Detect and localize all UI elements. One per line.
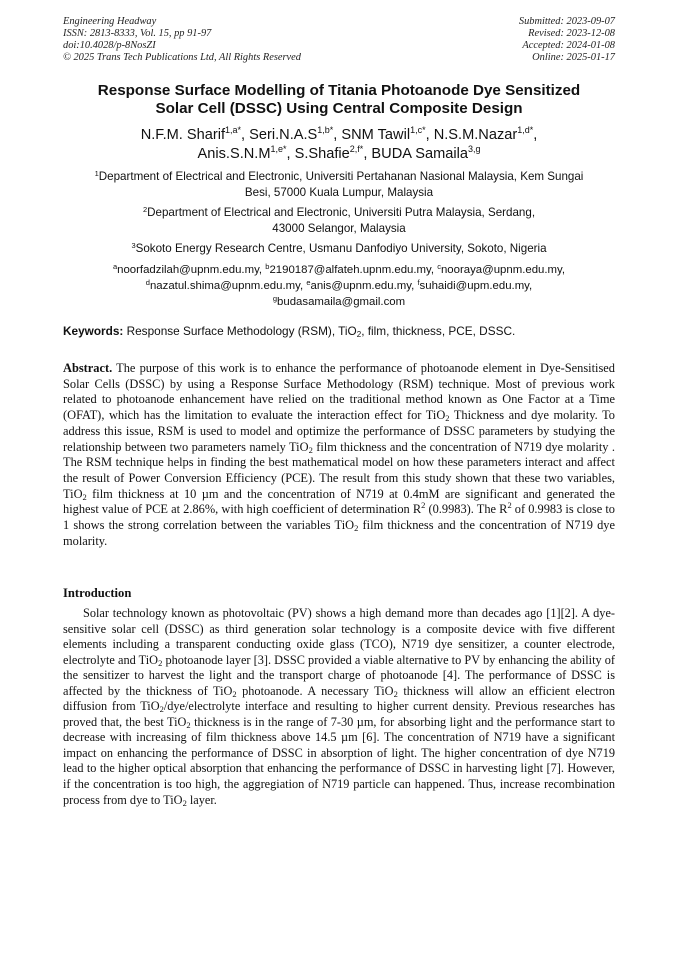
section-heading-introduction: Introduction <box>63 586 132 600</box>
email: $^e$anis@upnm.edu.my, <box>306 278 418 292</box>
journal-doi: doi:10.4028/p-8NosZI <box>63 40 156 51</box>
author: N.F.M. Sharif$^{1,a*}$, <box>140 125 250 143</box>
abstract-label: Abstract. <box>63 361 113 375</box>
date-accepted: Accepted: 2024-01-08 <box>522 40 615 51</box>
email: $^f$suhaidi@upm.edu.my, <box>417 278 533 292</box>
paper-title-line-1: Response Surface Modelling of Titania Photoanode Dye Sensitized <box>97 82 581 99</box>
author-list <box>60 126 618 163</box>
author: S.Shafie$^{2,f*}$, <box>294 143 372 162</box>
email: $^a$noorfadzilah@upnm.edu.my, <box>112 262 266 276</box>
paper-title <box>60 82 618 118</box>
author: $Anis.S.N.M^{1,e*}$, <box>197 143 295 162</box>
email: $^d$nazatul.shima@upnm.edu.my, <box>145 278 307 292</box>
affiliation-3: $^3$Sokoto Energy Research Centre, Usmanu Danfodiyo University, Sokoto, Nigeria <box>131 241 547 255</box>
abstract: Abstract. The purpose of this work is to enhance the performance of photoanode element in Dye-Sensitised Solar Cells (DSSC) by using a Response Surface Methodology (RSM) technique. Most of previous work related to photoanode enhancement have relied on the traditional method known as One Factor at a Time (OFAT), which has the limitation to evaluate the interaction effect for TiO$_2$ Thickness and dye molarity. To address this issue, RSM is used to model and optimize the performance of DSSC parameters by studying the relationship between two parameters namely TiO$_2$ film thickness and the concentration of N719 dye molarity . The RSM technique helps in finding the best mathematical model on how these parameters interact and affect the result of Power Conversion Efficiency (PCE). The result from this study shown that these two variables, TiO$_2$ film thickness at 10 µm and the concentration of N719 at 0.4mM are significant and generated the highest value of PCE at 2.86%, with high coefficient of determination $R^2$ (0.9983). The $R^2$ of 0.9983 is close to 1 shows the strong correlation between the variables TiO$_2$ film thickness and the concentration of N719 dye molarity. <box>63 361 616 548</box>
author-emails <box>63 262 615 310</box>
keywords: Keywords: Response Surface Methodology (RSM), TiO$_2$, film, thickness, PCE, DSSC. <box>63 324 516 339</box>
journal-header-left <box>63 16 301 64</box>
author: BUDA Samaila$^{3,g}$ <box>371 143 481 162</box>
journal-copyright: © 2025 Trans Tech Publications Ltd, All Rights Reserved <box>63 52 301 63</box>
date-submitted: Submitted: 2023-09-07 <box>518 16 615 27</box>
author: SNM Tawil$^{1,c*}$, <box>341 125 434 143</box>
journal-issn: ISSN: 2813-8333, Vol. 15, pp 91-97 <box>63 28 212 39</box>
author: $Seri.N.A.S^{1,b*}$, <box>249 125 342 143</box>
author: N.S.M.Nazar$^{1,d*}$, <box>433 125 538 143</box>
journal-name: Engineering Headway <box>63 16 157 27</box>
date-online: Online: 2025-01-17 <box>532 52 615 63</box>
date-revised: Revised: 2023-12-08 <box>528 28 615 39</box>
journal-header-right <box>519 16 615 64</box>
email: $^c$nooraya@upnm.edu.my, <box>437 262 566 276</box>
keywords-label: Keywords: <box>63 324 124 338</box>
affiliation-1: $^1$Department of Electrical and Electronic, Universiti Pertahanan Nasional Malaysia, Kem Sungai Besi, 57000 Kuala Lumpur, Malaysia <box>94 169 584 199</box>
email: $^g$budasamaila@gmail.com <box>272 294 406 308</box>
affiliation-2: $^2$Department of Electrical and Electronic, Universiti Putra Malaysia, Serdang, 43000 Selangor, Malaysia <box>142 205 536 235</box>
introduction-paragraph: Solar technology known as photovoltaic (PV) shows a high demand more than decades ago [1][2]. A dye-sensitive solar cell (DSSC) as third generation solar technology is a composite device with five different elements including a transparent conducting oxide glass (TCO), N719 dye sensitizer, a counter electrode, electrolyte and TiO$_2$ photoanode layer [3]. DSSC provided a viable alternative to PV by enhancing the ability of the sensitizer to harvest the light and the transport charge of photoanode [4]. The performance of DSSC is affected by the thickness of TiO$_2$ photoanode. A necessary TiO$_2$ thickness will allow an efficient electron diffusion from TiO$_2$/dye/electrolyte interface and resulting to higher current density. Previous researches has proved that, the best TiO$_2$ thickness is in the range of 7-30 µm, for absorbing light and the performance start to decrease with increasing of film thickness above 14.5 µm [6]. The concentration of N719 have a significant impact on enhancing the performance of DSSC in absorption of light. The higher concentration of dye N719 lead to the higher optical absorption that enhancing the performance of DSSC in harvesting light [7]. However, if the concentration is too high, the aggregiation of N719 particle can happened. Thus, increase recombination process from dye to TiO$_2$ layer. <box>63 606 616 808</box>
paper-title-line-2: Solar Cell (DSSC) Using Central Composite Design <box>155 100 523 117</box>
email: $^b$2190187@alfateh.upnm.edu.my, <box>265 262 438 276</box>
